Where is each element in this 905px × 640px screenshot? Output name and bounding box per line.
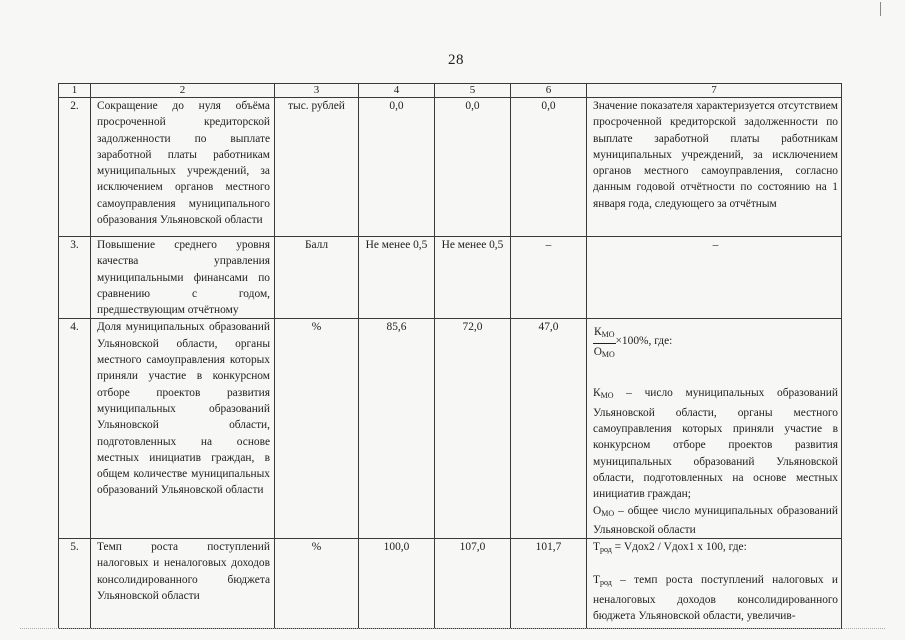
header-cell: 4 [359, 84, 435, 98]
header-cell: 7 [587, 84, 842, 98]
formula-tail: ×100%, где: [615, 335, 673, 348]
formula-symbol: Т [593, 574, 600, 587]
header-cell: 3 [275, 84, 359, 98]
scan-corner-mark [880, 2, 891, 16]
definition-text [593, 574, 838, 622]
formula-symbol: К [593, 387, 601, 400]
value-col5: Не менее 0,5 [435, 237, 511, 319]
value-col5: 107,0 [435, 539, 511, 629]
value-col5: 0,0 [435, 98, 511, 237]
formula-subscript: МО [600, 391, 614, 401]
definition-body: – темп роста поступлений налоговых и неналоговых доходов консолидированного бюджета Ульяновской области, увеличив- [593, 574, 838, 623]
formula-subscript: МО [601, 330, 615, 340]
row-number: 5. [59, 539, 91, 629]
indicator-name: Доля муниципальных образований Ульяновской области, органы местного самоуправления которых приняли участие в конкурсном отборе проектов развития муниципальных образований Ульяновской области, подготовленных на основе местных инициатив граждан, в общем количестве муниципальных образований Ульяновской области [91, 319, 275, 539]
table-row [59, 539, 842, 629]
formula-subscript: род [599, 578, 612, 588]
indicators-table [58, 83, 842, 629]
indicator-name: Темп роста поступлений налоговых и неналоговых доходов консолидированного бюджета Ульяновской области [91, 539, 275, 629]
unit-cell: % [275, 319, 359, 539]
indicator-name: Повышение среднего уровня качества управления муниципальными финансами по сравнению с годом, предшествующим отчётному [91, 237, 275, 319]
header-cell: 1 [59, 84, 91, 98]
share-formula-fraction [593, 324, 616, 363]
value-col4: 100,0 [359, 539, 435, 629]
definition-text [593, 505, 838, 536]
formula-symbol: Т [593, 541, 600, 554]
calculation-note: Значение показателя характеризуется отсутствием просроченной кредиторской задолженности по выплате заработной платы работникам муниципальных учреждений, за исключением органов местного самоуправления, согласно данным годовой отчётности по состоянию на 1 января года, следующего за отчётным [587, 98, 842, 237]
row-number: 4. [59, 319, 91, 539]
table-row [59, 237, 842, 319]
formula-symbol: О [593, 504, 602, 517]
definition-body: – общее число муниципальных образований Ульяновской области [593, 504, 838, 536]
row-number: 3. [59, 237, 91, 319]
calculation-note: – [587, 237, 842, 319]
calculation-note [587, 319, 842, 539]
value-col5: 72,0 [435, 319, 511, 539]
value-col6: 101,7 [511, 539, 587, 629]
formula-numerator [593, 324, 616, 344]
formula-denominator [593, 344, 616, 363]
formula-symbol: О [593, 346, 602, 359]
value-col4: 0,0 [359, 98, 435, 237]
growth-formula [593, 541, 747, 553]
definition-body: – число муниципальных образований Ульяновской области, органы местного самоуправления которых приняли участие в конкурсном отборе проектов развития муниципальных образований Ульяновской области, подготовленных на основе местных инициатив граждан; [593, 387, 838, 501]
header-cell: 5 [435, 84, 511, 98]
value-col4: Не менее 0,5 [359, 237, 435, 319]
table-row [59, 98, 842, 237]
value-col6: 0,0 [511, 98, 587, 237]
formula-subscript: МО [601, 508, 615, 518]
definition-text [593, 387, 838, 500]
unit-cell: Балл [275, 237, 359, 319]
header-cell: 6 [511, 84, 587, 98]
row-number: 2. [59, 98, 91, 237]
header-cell: 2 [91, 84, 275, 98]
formula-symbol: К [594, 326, 602, 339]
value-col4: 85,6 [359, 319, 435, 539]
unit-cell: % [275, 539, 359, 629]
calculation-note [587, 539, 842, 629]
value-col6: – [511, 237, 587, 319]
formula-subscript: род [599, 545, 612, 555]
table-header-row [59, 84, 842, 98]
formula-body: = Vдох2 / Vдох1 х 100, где: [611, 541, 747, 554]
unit-cell: тыс. рублей [275, 98, 359, 237]
indicator-name: Сокращение до нуля объёма просроченной кредиторской задолженности по выплате заработной платы работникам муниципальных учреждений, за исключением органов местного самоуправления муниципального образования Ульяновской области [91, 98, 275, 237]
value-col6: 47,0 [511, 319, 587, 539]
formula-subscript: МО [601, 350, 615, 360]
table-row [59, 319, 842, 539]
scan-bottom-edge [20, 628, 885, 630]
page-number: 28 [448, 52, 464, 68]
